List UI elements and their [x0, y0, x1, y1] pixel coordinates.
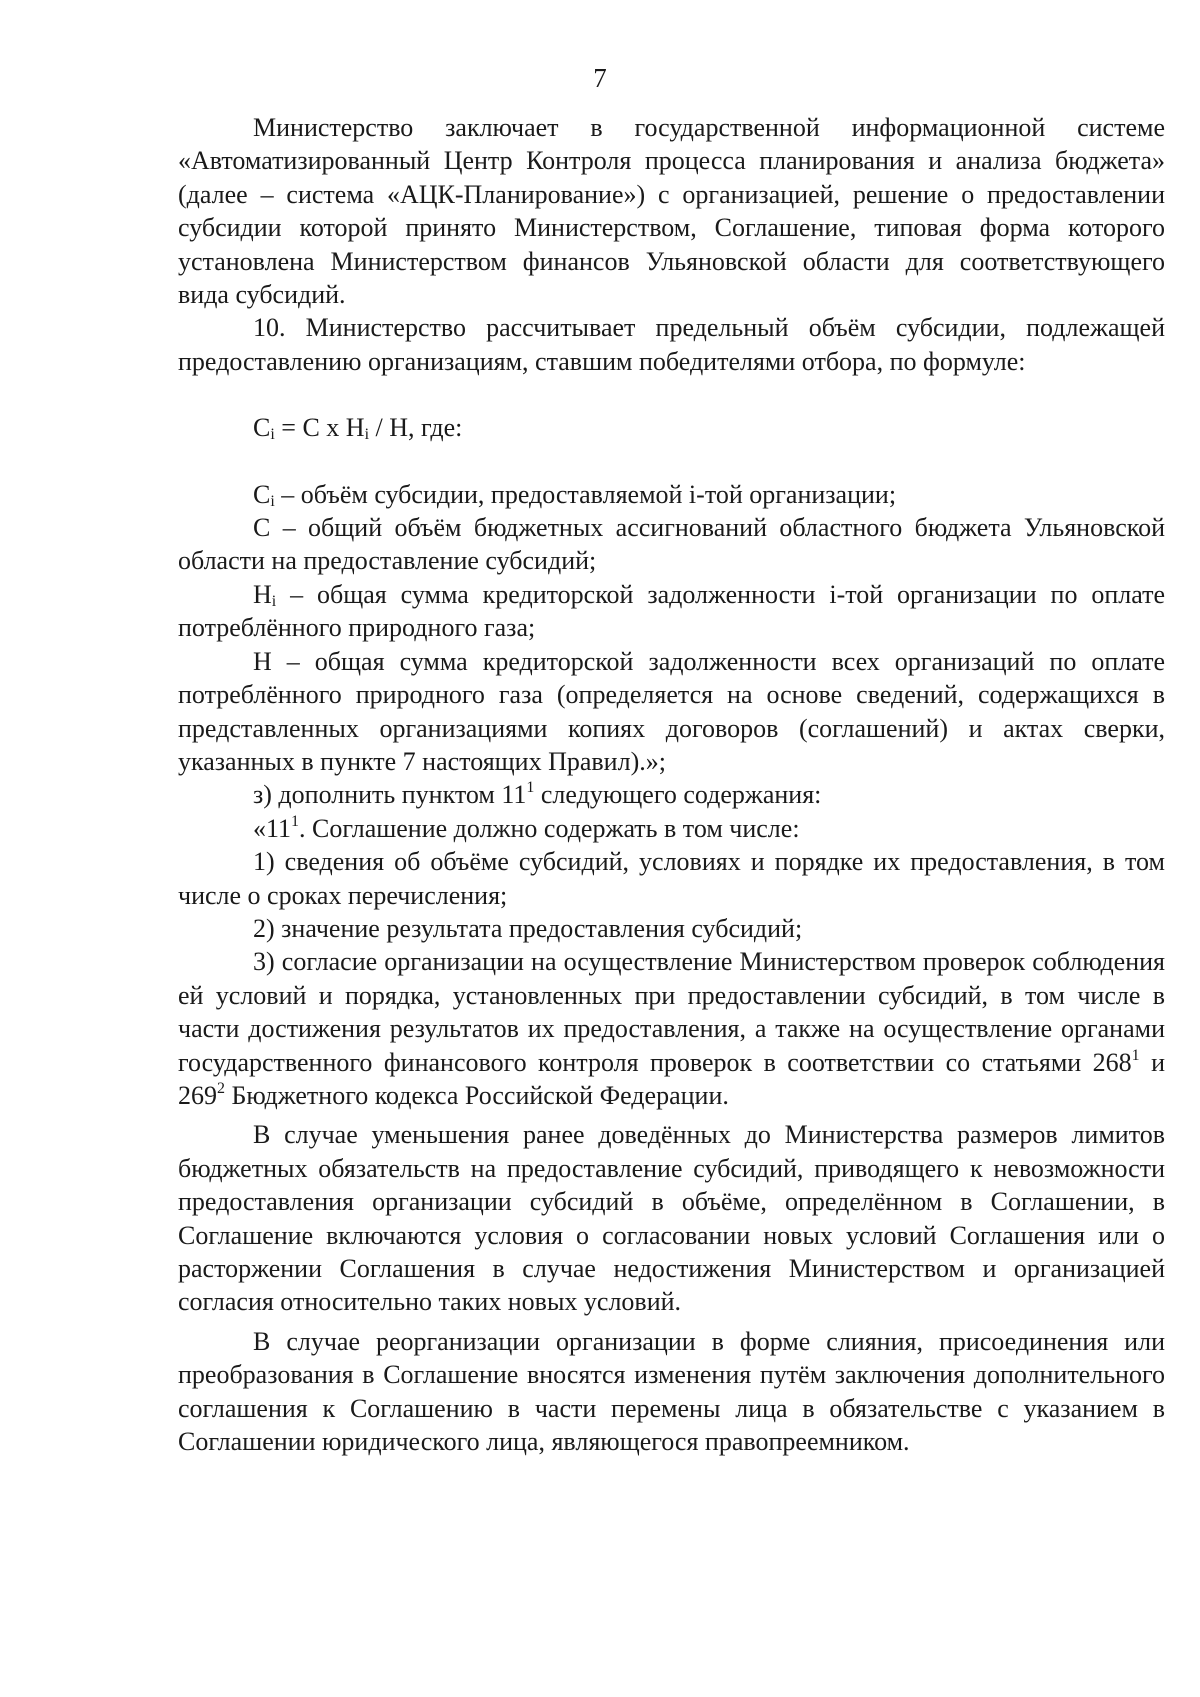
paragraph-item-10: 10. Министерство рассчитывает предельный объём субсидии, подлежащей предоставлению организациям, ставшим победителями отбора, по формуле:: [178, 313, 1165, 376]
document-body: [178, 111, 1165, 1458]
paragraph-agreement-conclusion: Министерство заключает в государственной информационной системе «Автоматизированный Центр Контроля процесса планирования и анализа бюджета» (далее – система «АЦК-Планирование») с организацией, решение о предоставлении субсидии которой принято Министерством, Соглашение, типовая форма которого установлена Министерством финансов Ульяновской области для соответствующего вида субсидий.: [178, 113, 1165, 310]
amendment-z-before: з) дополнить пунктом 11: [253, 780, 527, 810]
definition-hi-text: – общая сумма кредиторской задолженности i-той организации по оплате потреблённого природного газа;: [178, 579, 1165, 643]
definition-hi-subscript: i: [271, 592, 277, 610]
list-item-2: 2) значение результата предоставления субсидий;: [253, 913, 803, 943]
definition-hi-symbol: H: [253, 579, 272, 609]
definition-ci-text: – объём субсидии, предоставляемой i-той организации;: [274, 479, 897, 509]
paragraph-budget-reduction: В случае уменьшения ранее доведённых до Министерства размеров лимитов бюджетных обязательств на предоставление субсидий, приводящего к невозможности предоставления организации субсидий в объёме, определённом в Соглашении, в Соглашение включаются условия о согласовании новых условий Соглашения или о расторжении Соглашения в случае недостижения Министерством и организацией согласия относительно таких новых условий.: [178, 1120, 1165, 1317]
definition-ci-subscript: i: [270, 492, 275, 510]
list-item-3-part-a: 3) согласие организации на осуществление Министерством проверок соблюдения ей условий и порядка, установленных при предоставлении субсидий, в том числе в части достижения результатов их предоставления, а также на осуществление органами государственного финансового контроля проверок в соответствии со статьями 268: [178, 947, 1165, 1077]
subsidy-formula: [178, 411, 1165, 444]
list-item-1: 1) сведения об объёме субсидий, условиях и порядке их предоставления, в том числе о сроках перечисления;: [178, 847, 1165, 910]
formula-h-subscript: i: [364, 426, 370, 444]
list-item-3-sup-2: 2: [217, 1079, 225, 1097]
formula-c-subscript: i: [270, 426, 275, 444]
amendment-z-sup: 1: [526, 779, 535, 797]
page-number: 7: [593, 63, 607, 93]
formula-end: / H, где:: [369, 413, 463, 443]
definition-ci-symbol: C: [253, 479, 271, 509]
paragraph-11-1-before: «11: [253, 813, 292, 843]
paragraph-11-1-sup: 1: [291, 812, 300, 830]
amendment-z-after: следующего содержания:: [534, 780, 822, 810]
paragraph-11-1-after: . Соглашение должно содержать в том числе:: [299, 813, 800, 843]
list-item-3-sup-1: 1: [1131, 1046, 1140, 1064]
formula-middle: = C x H: [274, 413, 365, 443]
formula-c: C: [253, 413, 271, 443]
amendment-z: [178, 778, 1165, 811]
list-item-3-part-b: и 269: [178, 1047, 1165, 1110]
definition-c: С – общий объём бюджетных ассигнований областного бюджета Ульяновской области на предоставление субсидий;: [178, 513, 1165, 576]
paragraph-reorganization: В случае реорганизации организации в форме слияния, присоединения или преобразования в Соглашение вносятся изменения путём заключения дополнительного соглашения к Соглашению в части перемены лица в обязательстве с указанием в Соглашении юридического лица, являющегося правопреемником.: [178, 1326, 1165, 1457]
paragraph-11-1: [178, 812, 1165, 845]
definition-hi: [178, 578, 1165, 645]
definition-h: Н – общая сумма кредиторской задолженности всех организаций по оплате потреблённого природного газа (определяется на основе сведений, содержащихся в представленных организациями копиях договоров (соглашений) и актах сверки, указанных в пункте 7 настоящих Правил).»;: [178, 646, 1165, 776]
list-item-3: [178, 945, 1165, 1112]
definition-ci: [178, 478, 1165, 511]
list-item-3-part-c: Бюджетного кодекса Российской Федерации.: [225, 1080, 729, 1110]
